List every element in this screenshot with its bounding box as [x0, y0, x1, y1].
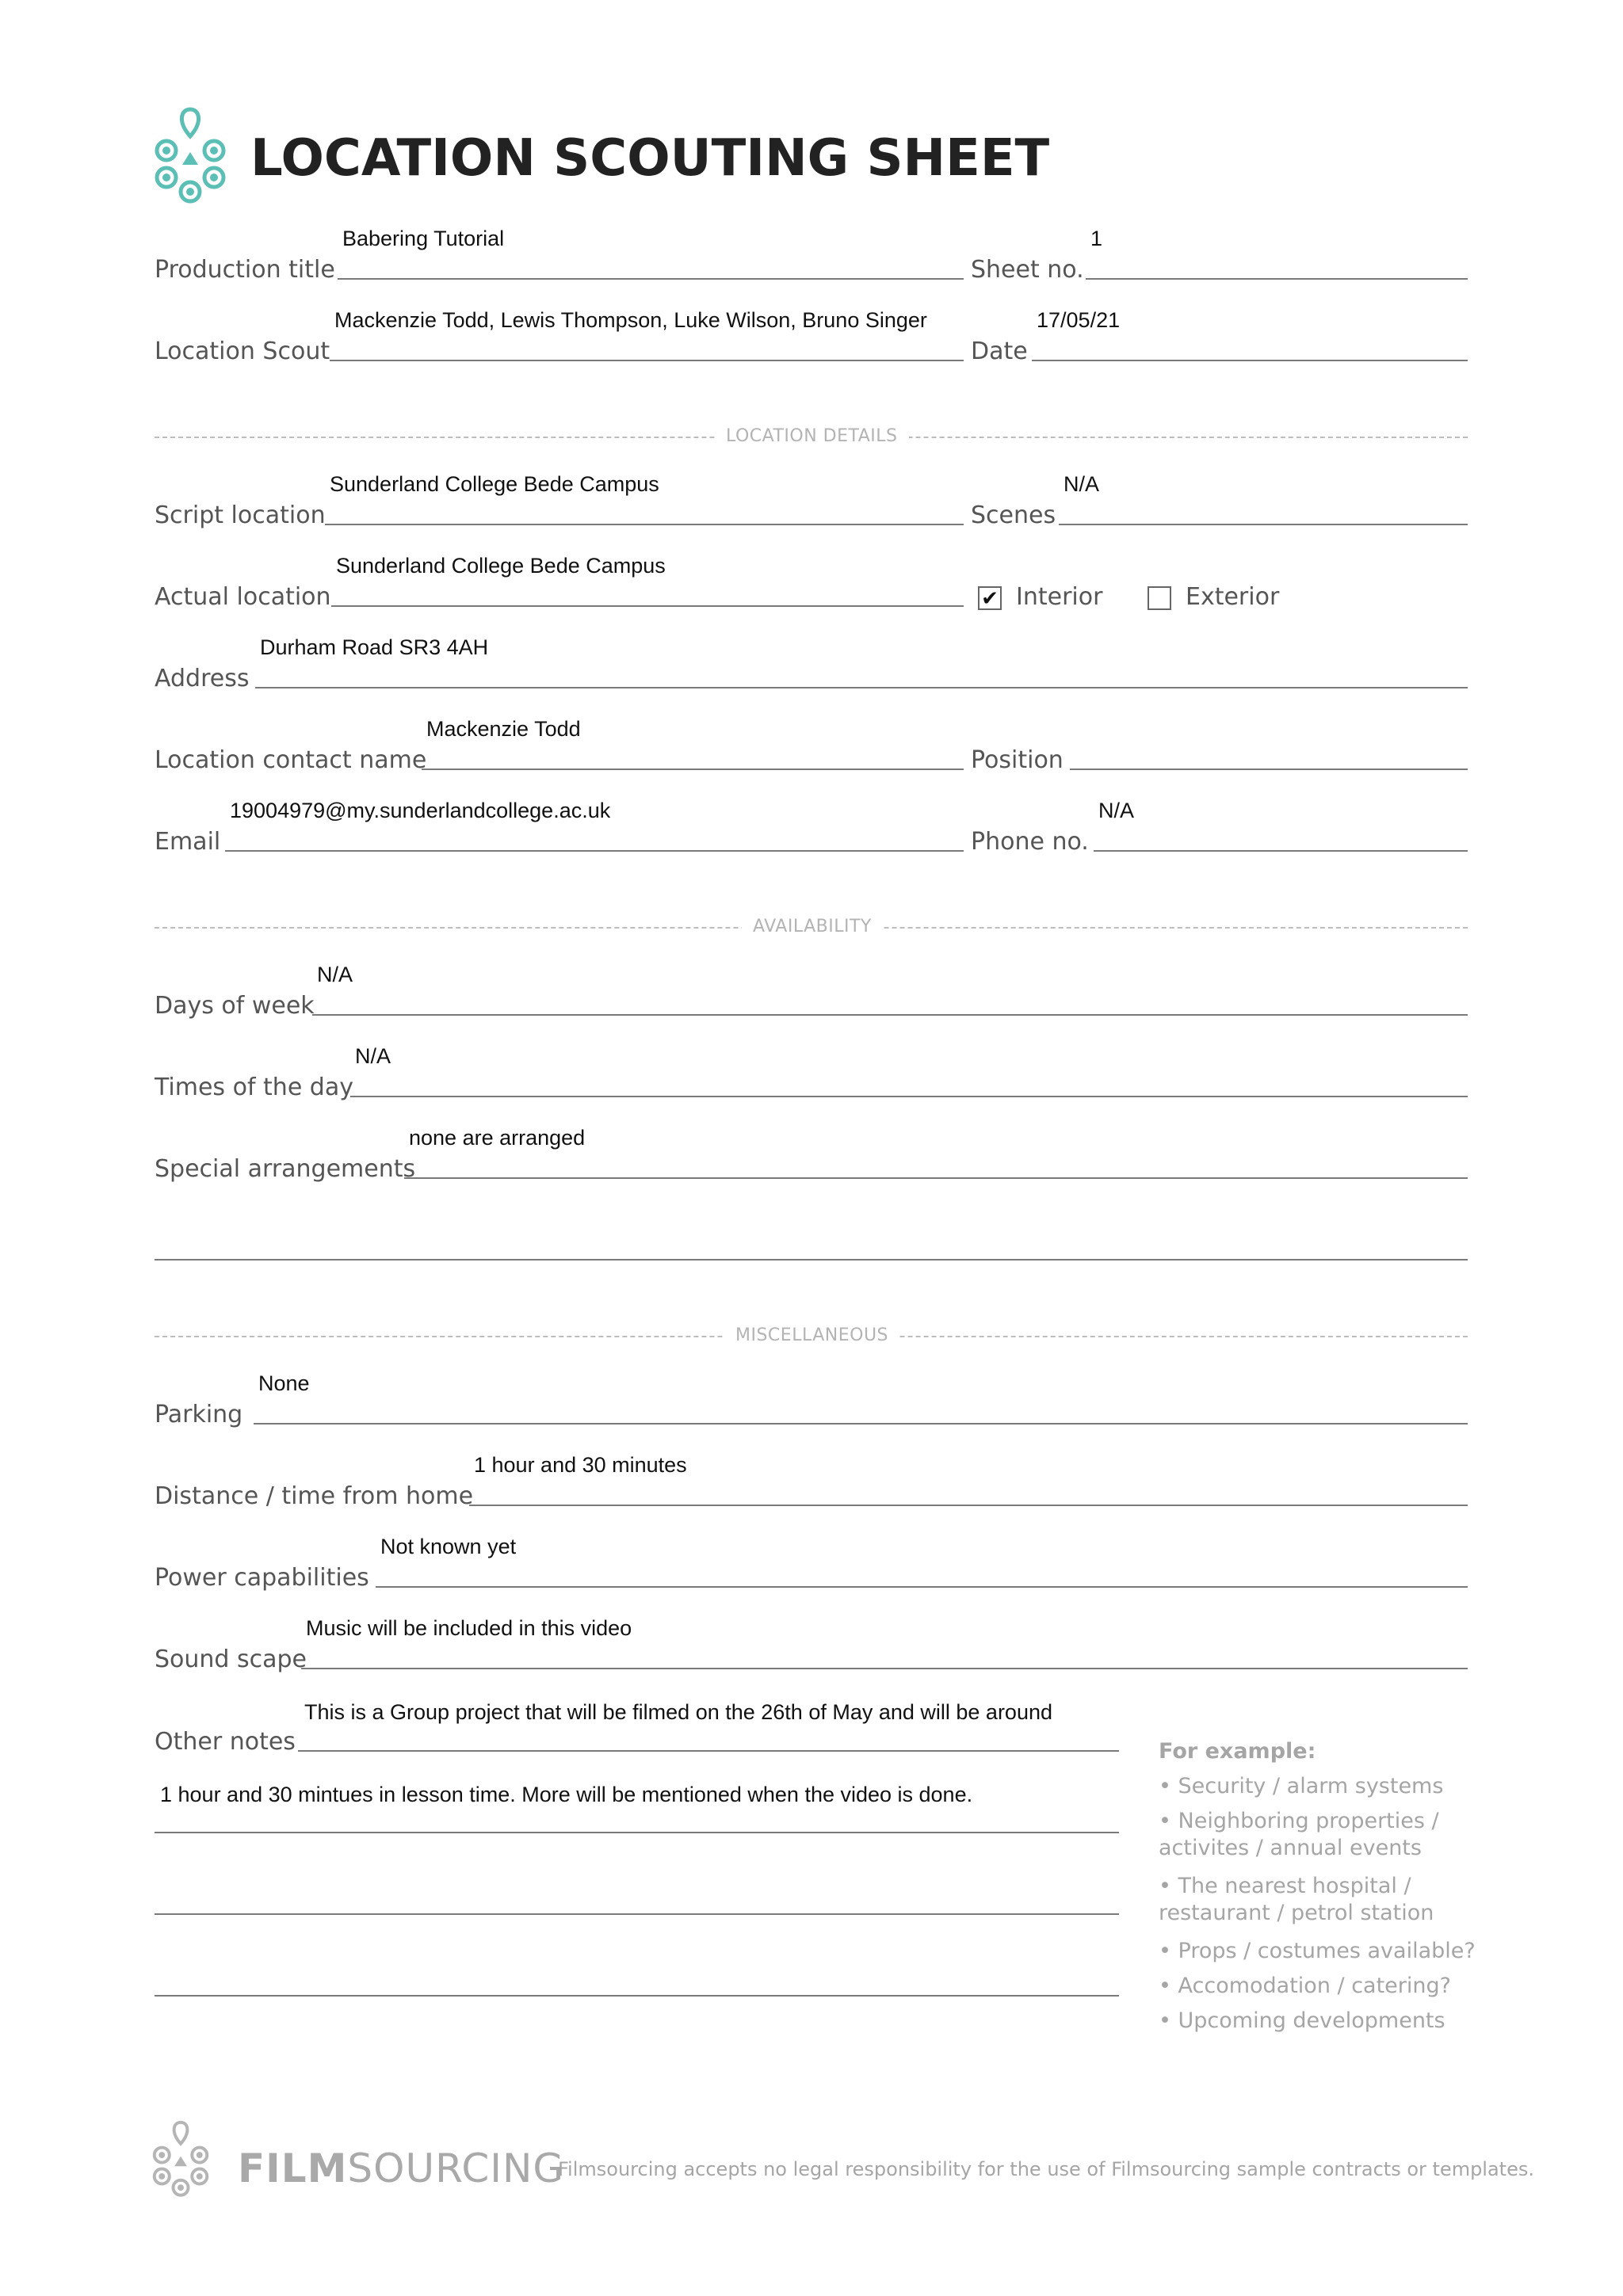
other-notes-value-line2: 1 hour and 30 mintues in lesson time. More will be mentioned when the video is done.	[160, 1783, 973, 1806]
sheet-no-value: 1	[1090, 227, 1103, 250]
scenes-label: Scenes	[971, 502, 1056, 529]
hint-item: • Props / costumes available?	[1159, 1939, 1476, 1963]
other-notes-field-line4[interactable]	[155, 1995, 1119, 1997]
hint-item: restaurant / petrol station	[1159, 1901, 1434, 1925]
location-scout-label: Location Scout	[155, 338, 330, 365]
hint-item: • Security / alarm systems	[1159, 1774, 1444, 1798]
parking-field[interactable]	[254, 1423, 1468, 1425]
miscellaneous-heading: MISCELLANEOUS	[724, 1327, 899, 1344]
scenes-value: N/A	[1064, 472, 1100, 496]
special-arrangements-label: Special arrangements	[155, 1155, 416, 1183]
filmsourcing-logo-icon	[152, 105, 228, 204]
scenes-field[interactable]	[1059, 524, 1468, 525]
times-of-day-value: N/A	[355, 1044, 391, 1068]
days-of-week-field[interactable]	[312, 1014, 1468, 1016]
distance-time-label: Distance / time from home	[155, 1482, 474, 1510]
phone-no-label: Phone no.	[971, 828, 1089, 856]
exterior-label: Exterior	[1186, 583, 1280, 611]
position-label: Position	[971, 746, 1064, 774]
footer-logo-icon	[151, 2117, 211, 2199]
script-location-value: Sunderland College Bede Campus	[330, 472, 659, 496]
location-contact-name-field[interactable]	[422, 769, 964, 770]
other-notes-label: Other notes	[155, 1728, 296, 1756]
distance-time-field[interactable]	[469, 1505, 1468, 1506]
production-title-field[interactable]	[338, 278, 964, 280]
soundscape-label: Sound scape	[155, 1646, 307, 1673]
other-notes-field[interactable]	[298, 1750, 1119, 1752]
days-of-week-label: Days of week	[155, 992, 315, 1020]
footer-brand-light: SOURCING	[347, 2145, 565, 2191]
other-notes-value: This is a Group project that will be filmed on the 26th of May and will be around	[304, 1700, 1052, 1724]
actual-location-field[interactable]	[331, 605, 964, 607]
hints-heading: For example:	[1159, 1739, 1316, 1764]
location-contact-name-value: Mackenzie Todd	[426, 717, 581, 741]
special-arrangements-value: none are arranged	[409, 1126, 586, 1150]
location-contact-name-label: Location contact name	[155, 746, 427, 774]
address-label: Address	[155, 665, 250, 692]
interior-label: Interior	[1016, 583, 1103, 611]
exterior-checkbox[interactable]	[1148, 586, 1171, 610]
other-notes-field-line3[interactable]	[155, 1913, 1119, 1915]
address-field[interactable]	[255, 687, 1468, 688]
parking-label: Parking	[155, 1401, 243, 1428]
date-label: Date	[971, 338, 1028, 365]
location-details-heading: LOCATION DETAILS	[715, 428, 909, 445]
position-field[interactable]	[1070, 769, 1468, 770]
phone-no-value: N/A	[1098, 799, 1135, 822]
footer-disclaimer: Filmsourcing accepts no legal responsibility for the use of Filmsourcing sample contracts or templates.	[558, 2158, 1534, 2180]
days-of-week-value: N/A	[317, 963, 353, 986]
production-title-value: Babering Tutorial	[342, 227, 505, 250]
availability-heading: AVAILABILITY	[742, 918, 883, 936]
distance-time-value: 1 hour and 30 minutes	[474, 1453, 687, 1477]
script-location-field[interactable]	[325, 524, 964, 525]
address-value: Durham Road SR3 4AH	[260, 635, 489, 659]
times-of-day-field[interactable]	[350, 1096, 1468, 1097]
email-value: 19004979@my.sunderlandcollege.ac.uk	[230, 799, 611, 822]
email-label: Email	[155, 828, 221, 856]
location-scout-value: Mackenzie Todd, Lewis Thompson, Luke Wilson, Bruno Singer	[334, 308, 927, 332]
times-of-day-label: Times of the day	[155, 1074, 353, 1101]
script-location-label: Script location	[155, 502, 326, 529]
actual-location-label: Actual location	[155, 583, 331, 611]
soundscape-field[interactable]	[301, 1668, 1468, 1669]
parking-value: None	[258, 1371, 310, 1395]
footer-brand	[238, 2145, 565, 2191]
sheet-no-label: Sheet no.	[971, 256, 1084, 284]
email-field[interactable]	[225, 850, 964, 852]
date-field[interactable]	[1032, 360, 1468, 361]
footer-brand-bold: FILM	[238, 2145, 348, 2191]
power-capabilities-value: Not known yet	[380, 1535, 517, 1558]
actual-location-value: Sunderland College Bede Campus	[336, 554, 666, 578]
production-title-label: Production title	[155, 256, 335, 284]
hint-item: • Upcoming developments	[1159, 2008, 1445, 2033]
location-scout-field[interactable]	[330, 360, 964, 361]
hint-item: • Accomodation / catering?	[1159, 1974, 1451, 1998]
hint-item: • Neighboring properties /	[1159, 1809, 1439, 1833]
special-arrangements-field[interactable]	[404, 1177, 1468, 1179]
sheet-no-field[interactable]	[1086, 278, 1468, 280]
power-capabilities-label: Power capabilities	[155, 1564, 369, 1592]
date-value: 17/05/21	[1037, 308, 1121, 332]
special-arrangements-field-line2[interactable]	[155, 1259, 1468, 1261]
hint-item: activites / annual events	[1159, 1836, 1422, 1860]
soundscape-value: Music will be included in this video	[306, 1616, 632, 1640]
phone-no-field[interactable]	[1094, 850, 1468, 852]
power-capabilities-field[interactable]	[376, 1586, 1468, 1588]
other-notes-field-line2[interactable]	[155, 1832, 1119, 1833]
page-title: LOCATION SCOUTING SHEET	[250, 129, 1050, 188]
interior-checkbox[interactable]: ✔	[978, 586, 1002, 610]
hint-item: • The nearest hospital /	[1159, 1874, 1411, 1898]
